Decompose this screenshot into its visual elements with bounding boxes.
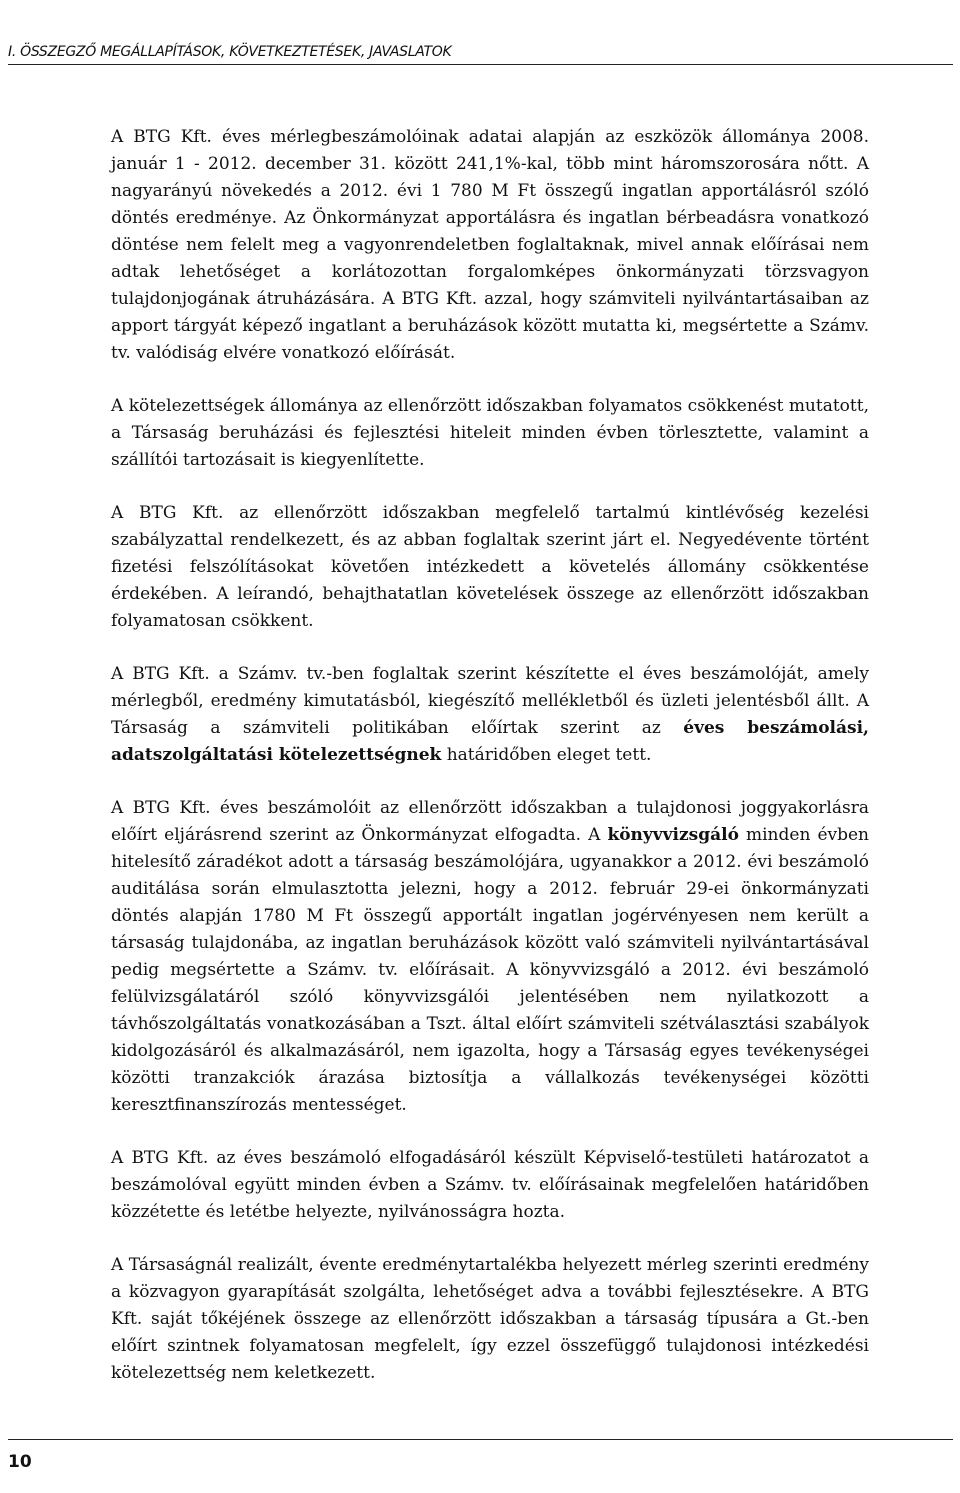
paragraph-liabilities: A kötelezettségek állománya az ellenőrzött időszakban folyamatos csökkenést mutatott, a Társaság beruházási és fejlesztési hiteleit minden évben törlesztette, valamint a szállítói tartozásait is kiegyenlítette.	[111, 396, 869, 470]
emphasis-text: könyvvizsgáló	[607, 825, 739, 845]
paragraph-annual-report	[111, 661, 869, 769]
paragraph-text: A BTG Kft. a Számv. tv.-ben foglaltak szerint készítette el éves beszámolóját, amely mérlegből, eredmény kimutatásból, kiegészítő mellékletből és üzleti jelentésből állt. A Társaság a számviteli politikában előírtak szerint az	[111, 664, 869, 738]
paragraph-equity: A Társaságnál realizált, évente eredménytartalékba helyezett mérleg szerinti eredmény a közvagyon gyarapítását szolgálta, lehetőséget adva a további fejlesztésekre. A BTG Kft. saját tőkéjének összege az ellenőrzött időszakban a társaság típusára a Gt.-ben előírt szintnek folyamatosan megfelelt, így ezzel összefüggő tulajdonosi intézkedési kötelezettség nem keletkezett.	[111, 1255, 869, 1383]
paragraph-publication: A BTG Kft. az éves beszámoló elfogadásáról készült Képviselő-testületi határozatot a beszámolóval együtt minden évben a Számv. tv. előírásainak megfelelően határidőben közzétette és letétbe helyezte, nyilvánosságra hozta.	[111, 1148, 869, 1222]
paragraph-receivables: A BTG Kft. az ellenőrzött időszakban megfelelő tartalmú kintlévőség kezelési szabályzattal rendelkezett, és az abban foglaltak szerint járt el. Negyedévente történt fizetési felszólításokat követően intézkedett a követelés állomány csökkentése érdekében. A leírandó, behajthatatlan követelések összege az ellenőrzött időszakban folyamatosan csökkent.	[111, 503, 869, 631]
paragraph-assets: A BTG Kft. éves mérlegbeszámolóinak adatai alapján az eszközök állománya 2008. január 1 - 2012. december 31. között 241,1%-kal, több mint háromszorosára nőtt. A nagyarányú növekedés a 2012. évi 1 780 M Ft összegű ingatlan apportálásról szóló döntés eredménye. Az Önkormányzat apportálásra és ingatlan bérbeadásra vonatkozó döntése nem felelt meg a vagyonrendeletben foglaltaknak, mivel annak előírásai nem adtak lehetőséget a korlátozottan forgalomképes önkormányzati törzsvagyon tulajdonjogának átruházására. A BTG Kft. azzal, hogy számviteli nyilvántartásaiban az apport tárgyát képező ingatlant a beruházások között mutatta ki, megsértette a Számv. tv. valódiság elvére vonatkozó előírását.	[111, 127, 869, 363]
paragraph-auditor	[111, 795, 869, 1119]
page-number: 10	[8, 1452, 32, 1472]
body-text	[111, 124, 869, 1413]
paragraph-text: határidőben eleget tett.	[441, 745, 652, 765]
paragraph-text: minden évben hitelesítő záradékot adott a társaság beszámolójára, ugyanakkor a 2012. évi beszámoló auditálása során elmulasztotta jelezni, hogy a 2012. február 29-ei önkormányzati döntés alapján 1780 M Ft összegű apportált ingatlan jogérvényesen nem került a társaság tulajdonába, az ingatlan beruházások között való számviteli nyilvántartásával pedig megsértette a Számv. tv. előírásait. A könyvvizsgáló a 2012. évi beszámoló felülvizsgálatáról szóló könyvvizsgálói jelentésében nem nyilatkozott a távhőszolgáltatás vonatkozásában a Tszt. által előírt számviteli szétválasztási szabályok kidolgozásáról és alkalmazásáról, nem igazolta, hogy a Társaság egyes tevékenységei közötti tranzakciók árazása biztosítja a vállalkozás tevékenységei közötti keresztfinanszírozás mentességet.	[111, 825, 869, 1115]
section-header: I. ÖSSZEGZŐ MEGÁLLAPÍTÁSOK, KÖVETKEZTETÉSEK, JAVASLATOK	[8, 44, 953, 65]
emphasis-text: éves beszámolási, adatszolgáltatási kötelezettségnek	[111, 718, 869, 765]
footer-divider	[8, 1439, 953, 1440]
paragraph-text: A BTG Kft. éves beszámolóit az ellenőrzött időszakban a tulajdonosi joggyakorlásra előírt eljárásrend szerint az Önkormányzat elfogadta. A	[111, 798, 869, 845]
